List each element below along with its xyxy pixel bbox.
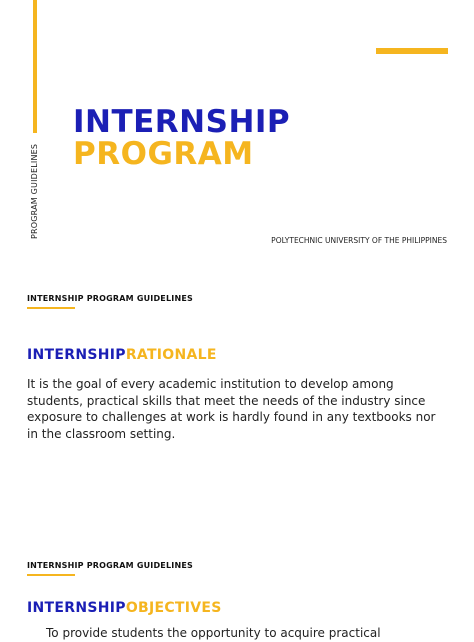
section-underline [27, 307, 75, 309]
section-heading [27, 600, 222, 616]
objectives-bullet: To provide students the opportunity to acquire practical [46, 626, 381, 640]
section-heading [27, 347, 217, 363]
cover-title-line1: INTERNSHIP [73, 104, 291, 140]
heading-gold-part: RATIONALE [125, 347, 217, 363]
heading-blue-part: INTERNSHIP [27, 347, 126, 363]
section-underline [27, 574, 75, 576]
section-label: INTERNSHIP PROGRAM GUIDELINES [27, 294, 193, 303]
vertical-accent-bar [33, 0, 37, 133]
heading-blue-part: INTERNSHIP [27, 600, 126, 616]
heading-gold-part: OBJECTIVES [125, 600, 222, 616]
cover-title-line2: PROGRAM [73, 136, 254, 172]
section-label: INTERNSHIP PROGRAM GUIDELINES [27, 561, 193, 570]
university-name: POLYTECHNIC UNIVERSITY OF THE PHILIPPINES [271, 236, 447, 245]
side-label: PROGRAM GUIDELINES [30, 143, 39, 239]
horizontal-accent-bar [376, 48, 448, 54]
rationale-paragraph: It is the goal of every academic institution to develop among students, practical skills that meet the needs of the industry since exposure to challenges at work is hardly found in any textbooks nor in the classroom setting. [27, 377, 436, 441]
